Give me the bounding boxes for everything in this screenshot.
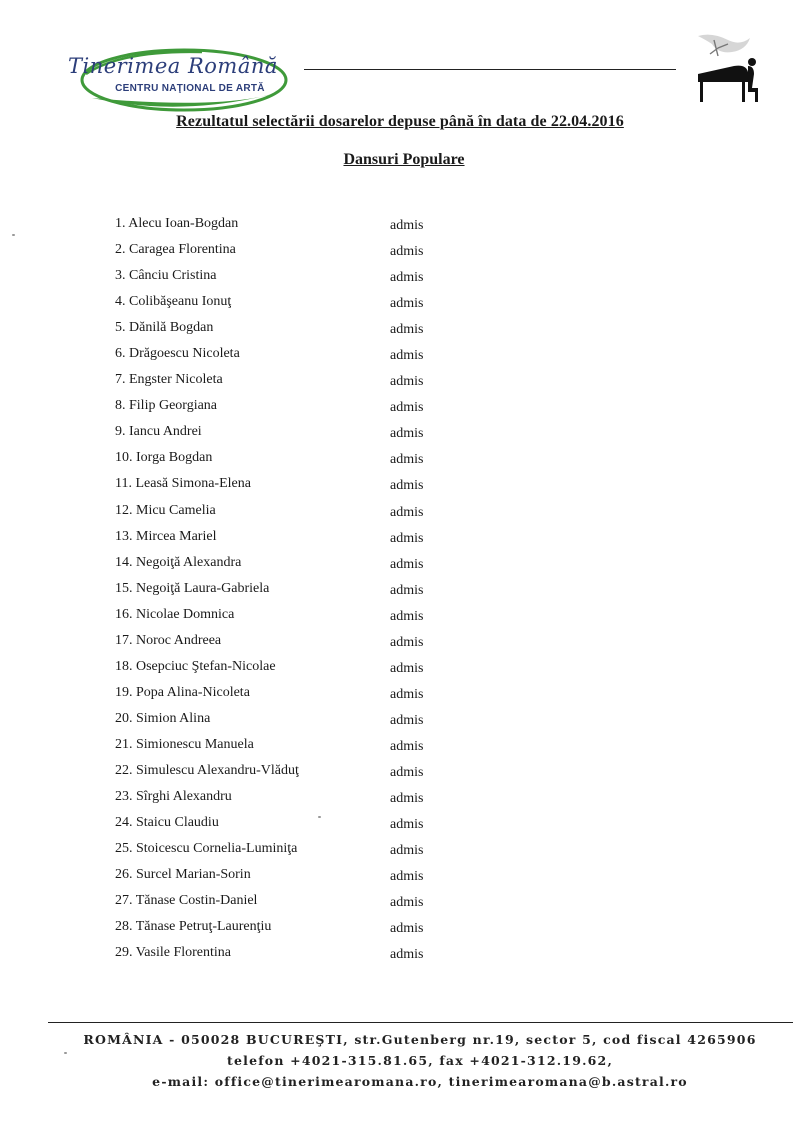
list-item <box>0 941 800 967</box>
selection-status: admis <box>390 556 424 572</box>
candidate-name: 17. Noroc Andreea <box>115 632 222 648</box>
list-item <box>0 681 800 707</box>
selection-status: admis <box>390 244 424 260</box>
logo-subtitle: CENTRU NAŢIONAL DE ARTĂ <box>115 83 265 94</box>
list-item <box>0 759 800 785</box>
list-item <box>0 915 800 941</box>
candidate-name: 1. Alecu Ioan-Bogdan <box>115 216 239 231</box>
candidate-name: 23. Sîrghi Alexandru <box>115 789 232 805</box>
selection-status: admis <box>390 608 424 624</box>
list-item <box>0 733 800 759</box>
selection-status: admis <box>390 348 424 364</box>
selection-status: admis <box>390 791 424 807</box>
selection-status: admis <box>390 921 424 937</box>
logo <box>62 44 302 114</box>
list-item <box>0 499 800 525</box>
candidate-name: 16. Nicolae Domnica <box>115 606 235 622</box>
list-item <box>0 420 800 446</box>
list-item <box>0 264 800 290</box>
list-item <box>0 368 800 394</box>
selection-status: admis <box>390 452 424 468</box>
candidate-name: 11. Leasă Simona-Elena <box>115 476 251 492</box>
list-item <box>0 603 800 629</box>
logo-title: Tinerimea Română <box>68 54 278 78</box>
scan-speck <box>318 816 321 818</box>
selection-status: admis <box>390 712 424 728</box>
selection-status: admis <box>390 869 424 885</box>
list-item <box>0 785 800 811</box>
candidate-name: 18. Osepciuc Ştefan-Nicolae <box>115 658 276 674</box>
selection-status: admis <box>390 686 424 702</box>
list-item <box>0 238 800 264</box>
selection-status: admis <box>390 426 424 442</box>
selection-status: admis <box>390 270 424 286</box>
candidate-name: 3. Cânciu Cristina <box>115 268 217 284</box>
candidate-name: 19. Popa Alina-Nicoleta <box>115 684 250 700</box>
selection-status: admis <box>390 400 424 416</box>
selection-status: admis <box>390 843 424 859</box>
list-item <box>0 655 800 681</box>
list-item <box>0 525 800 551</box>
candidate-name: 4. Colibăşeanu Ionuţ <box>115 294 232 310</box>
results-list <box>0 212 800 967</box>
scan-speck <box>12 234 15 236</box>
candidate-name: 27. Tănase Costin-Daniel <box>115 893 258 909</box>
list-item <box>0 577 800 603</box>
list-item <box>0 707 800 733</box>
selection-status: admis <box>390 374 424 390</box>
list-item <box>0 212 800 238</box>
list-item <box>0 811 800 837</box>
footer-address: ROMÂNIA - 050028 BUCUREŞTI, str.Gutenberg nr.19, sector 5, cod fiscal 4265906 <box>83 1032 757 1047</box>
candidate-name: 21. Simionescu Manuela <box>115 736 254 752</box>
candidate-name: 14. Negoiţă Alexandra <box>115 554 242 570</box>
candidate-name: 7. Engster Nicoleta <box>115 372 223 388</box>
piano-dancer-icon <box>688 30 768 110</box>
selection-status: admis <box>390 478 424 494</box>
selection-status: admis <box>390 738 424 754</box>
list-item <box>0 394 800 420</box>
list-item <box>0 551 800 577</box>
candidate-name: 5. Dănilă Bogdan <box>115 320 214 336</box>
list-item <box>0 837 800 863</box>
candidate-name: 20. Simion Alina <box>115 710 211 726</box>
list-item <box>0 472 800 498</box>
candidate-name: 22. Simulescu Alexandru-Vlăduţ <box>115 762 299 778</box>
list-item <box>0 342 800 368</box>
candidate-name: 28. Tănase Petruţ-Laurenţiu <box>115 919 272 935</box>
selection-status: admis <box>390 530 424 546</box>
selection-status: admis <box>390 582 424 598</box>
list-item <box>0 316 800 342</box>
list-item <box>0 629 800 655</box>
candidate-name: 2. Caragea Florentina <box>115 242 236 258</box>
list-item <box>0 446 800 472</box>
selection-status: admis <box>390 322 424 338</box>
list-item <box>0 863 800 889</box>
selection-status: admis <box>390 218 424 233</box>
footer-phone-fax: telefon +4021-315.81.65, fax +4021-312.19.62, <box>227 1053 613 1068</box>
selection-status: admis <box>390 764 424 780</box>
candidate-name: 13. Mircea Mariel <box>115 528 217 544</box>
footer <box>0 1029 800 1092</box>
candidate-name: 6. Drăgoescu Nicoleta <box>115 346 240 362</box>
selection-status: admis <box>390 634 424 650</box>
list-item <box>0 290 800 316</box>
candidate-name: 8. Filip Georgiana <box>115 398 218 414</box>
candidate-name: 12. Micu Camelia <box>115 502 216 518</box>
candidate-name: 29. Vasile Florentina <box>115 945 232 961</box>
selection-status: admis <box>390 504 424 520</box>
candidate-name: 25. Stoicescu Cornelia-Luminiţa <box>115 841 298 857</box>
candidate-name: 10. Iorga Bogdan <box>115 450 213 466</box>
candidate-name: 24. Staicu Claudiu <box>115 815 219 831</box>
selection-status: admis <box>390 660 424 676</box>
footer-divider <box>48 1022 793 1023</box>
document-title: Rezultatul selectării dosarelor depuse până în data de 22.04.2016 <box>176 113 624 130</box>
selection-status: admis <box>390 895 424 911</box>
footer-email: e-mail: office@tinerimearomana.ro, tinerimearomana@b.astral.ro <box>152 1074 688 1089</box>
candidate-name: 9. Iancu Andrei <box>115 424 202 440</box>
section-title: Dansuri Populare <box>343 151 465 168</box>
candidate-name: 26. Surcel Marian-Sorin <box>115 867 251 883</box>
list-item <box>0 889 800 915</box>
selection-status: admis <box>390 947 424 963</box>
candidate-name: 15. Negoiţă Laura-Gabriela <box>115 580 270 596</box>
header-divider <box>304 69 676 70</box>
selection-status: admis <box>390 296 424 312</box>
selection-status: admis <box>390 817 424 833</box>
